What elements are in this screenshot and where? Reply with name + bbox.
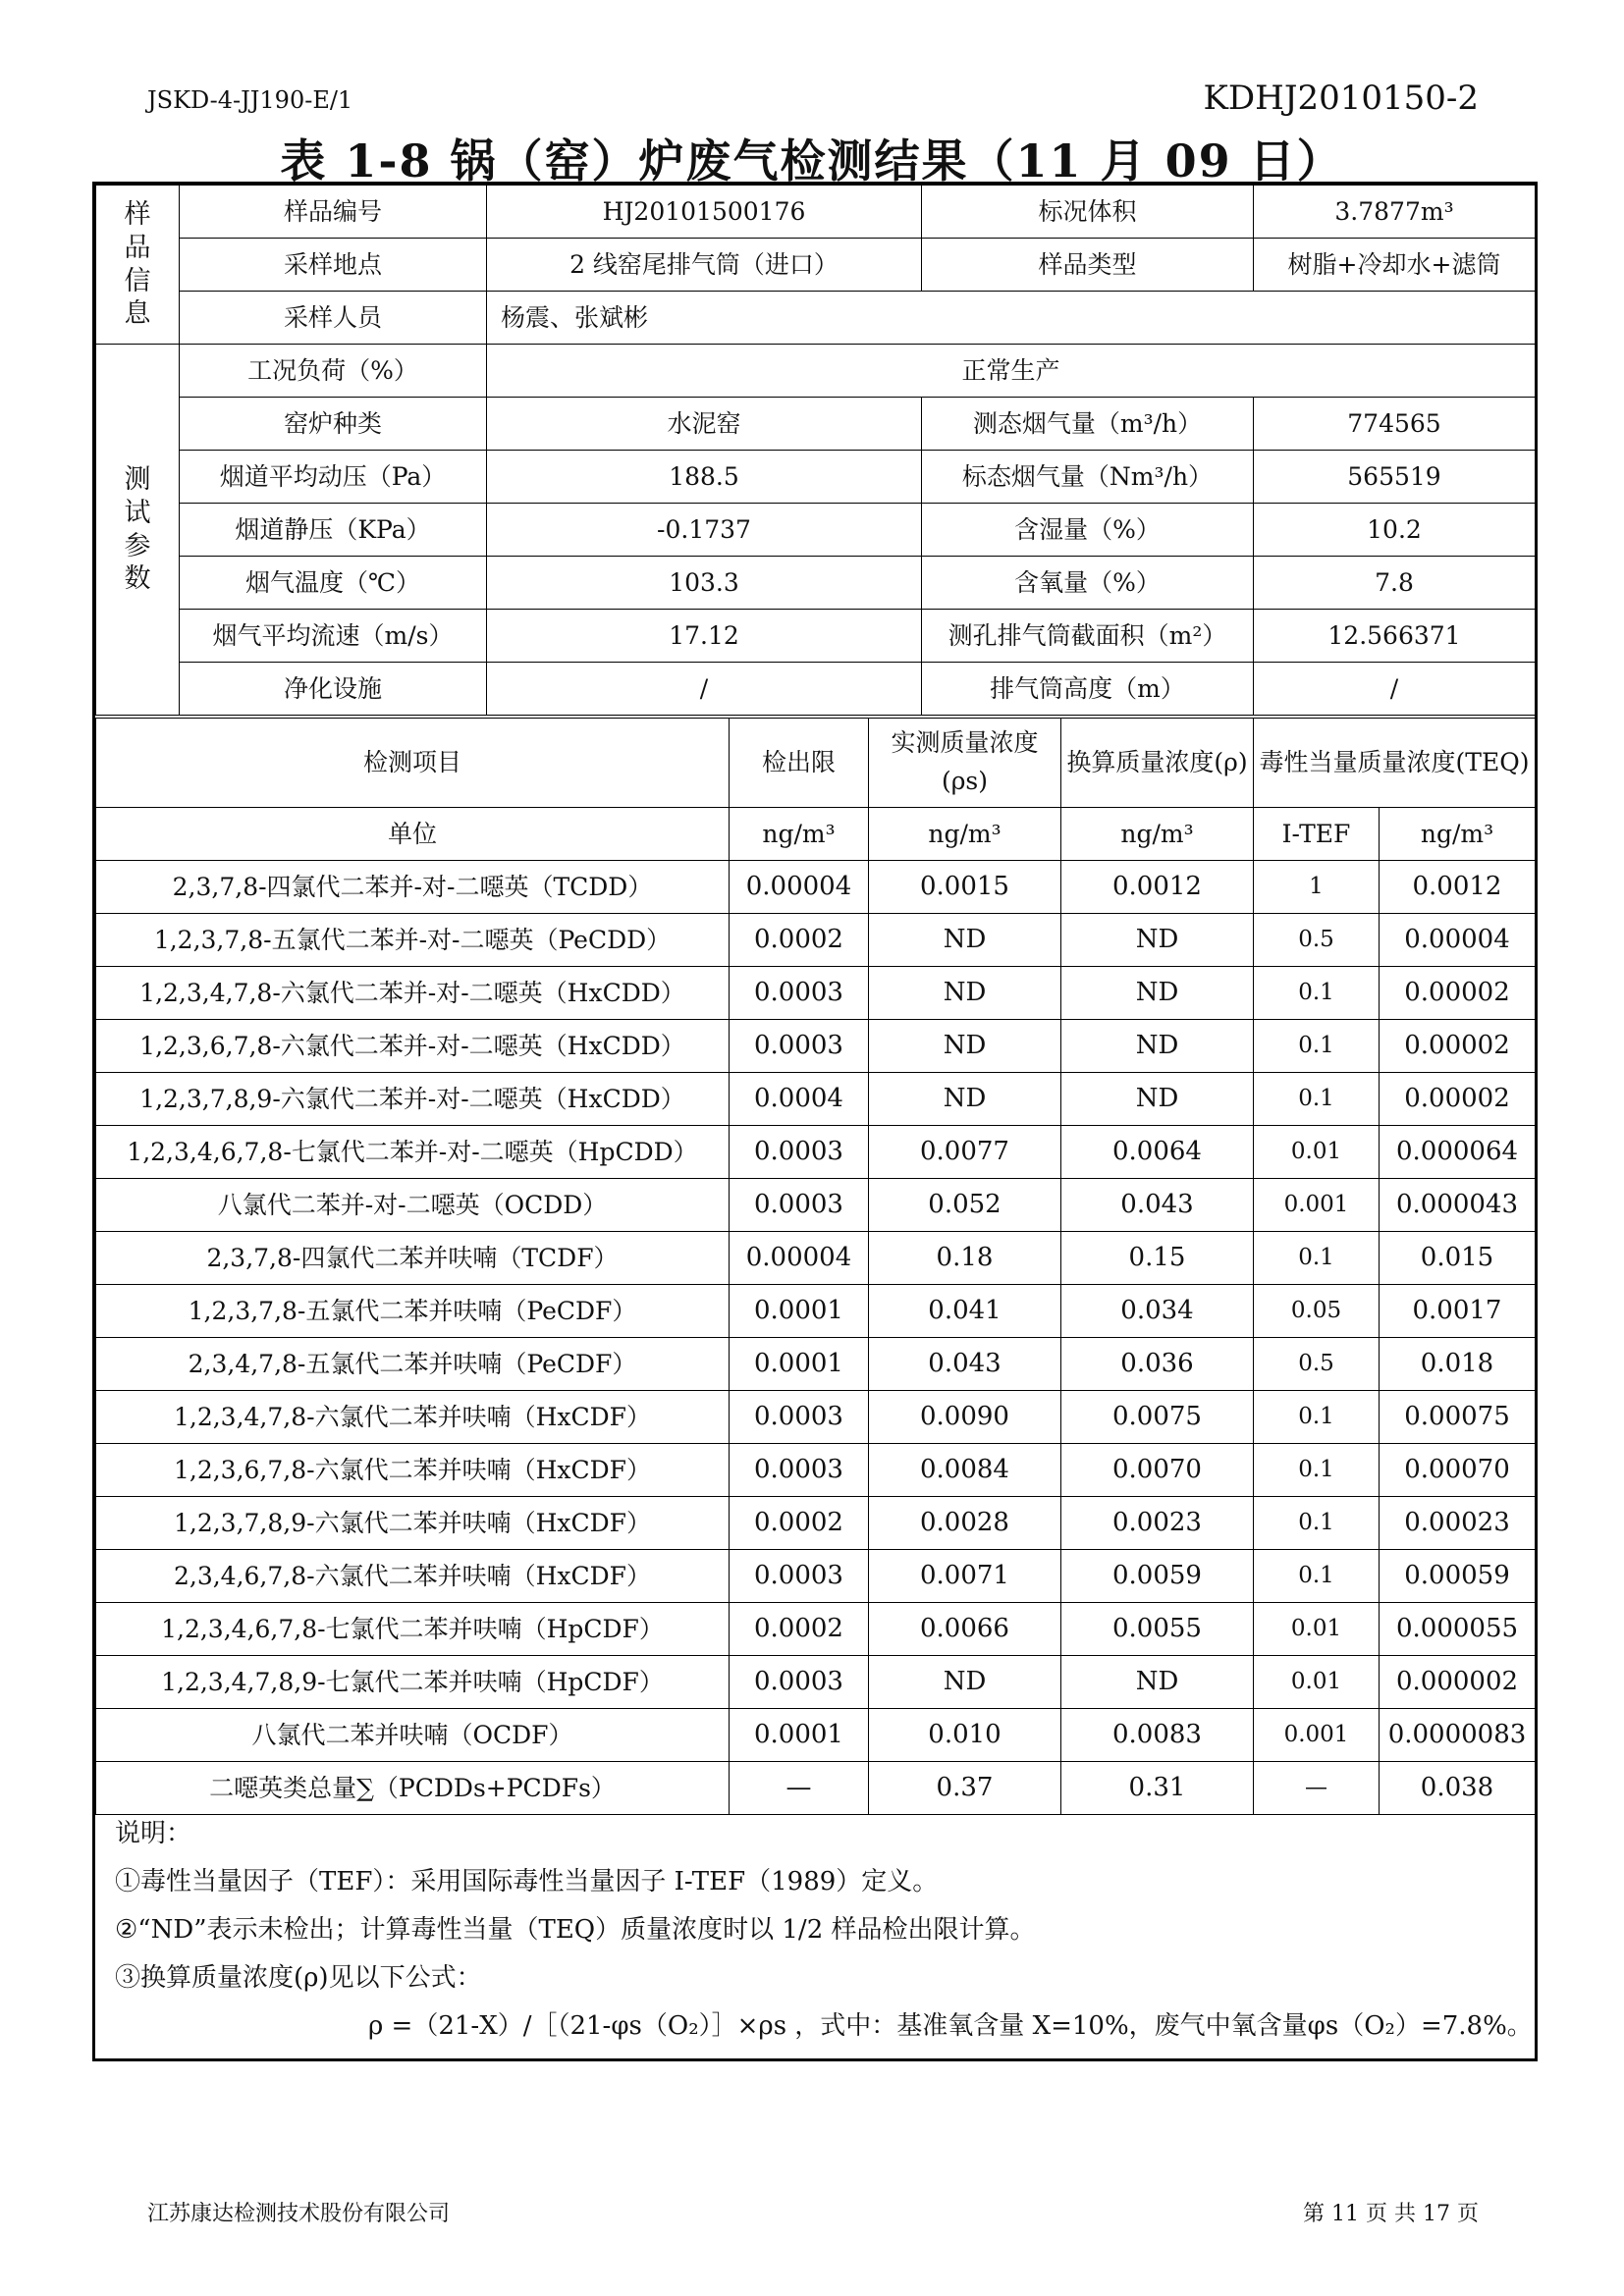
lod-value: 0.0004 [730,1073,869,1126]
converted-value: 0.0012 [1061,861,1254,914]
tef-value: 0.001 [1254,1179,1380,1232]
converted-value: 0.31 [1061,1762,1254,1815]
conversion-formula: ρ =（21-X）/［（21-φs（O₂）］×ρs ，式中：基准氧含量 X=10%，废气中氧含量φs（O₂）=7.8%。 [368,2011,1533,2041]
tef-value: 0.01 [1254,1656,1380,1709]
lod-value: 0.0002 [730,1603,869,1656]
table-row [96,186,1536,239]
table-row [96,1656,1536,1709]
field-label: 烟道静压（KPa） [180,504,487,557]
measured-value: 0.0066 [869,1603,1061,1656]
field-value: 杨震、张斌彬 [487,292,1536,345]
company-name: 江苏康达检测技术股份有限公司 [147,2202,451,2226]
report-frame [92,182,1538,2061]
item-name: 1,2,3,4,7,8-六氯代二苯并-对-二噁英（HxCDD） [96,967,730,1020]
teq-value: 0.000055 [1380,1603,1536,1656]
teq-value: 0.00004 [1380,914,1536,967]
teq-value: 0.00002 [1380,1073,1536,1126]
tef-value: 1 [1254,861,1380,914]
field-label: 窑炉种类 [180,398,487,451]
tef-value: 0.1 [1254,1020,1380,1073]
table-row [96,1497,1536,1550]
field-value: / [487,663,922,716]
field-label: 烟气平均流速（m/s） [180,610,487,663]
teq-value: 0.00059 [1380,1550,1536,1603]
teq-value: 0.0000083 [1380,1709,1536,1762]
field-value: / [1254,663,1536,716]
item-name: 1,2,3,4,6,7,8-七氯代二苯并-对-二噁英（HpCDD） [96,1126,730,1179]
measured-value: 0.37 [869,1762,1061,1815]
measured-value: 0.041 [869,1285,1061,1338]
lod-value: 0.0001 [730,1338,869,1391]
field-label: 排气筒高度（m） [922,663,1254,716]
unit-cell: ng/m³ [1061,808,1254,861]
tef-value: 0.1 [1254,1444,1380,1497]
lod-value: 0.0002 [730,1497,869,1550]
field-value: 17.12 [487,610,922,663]
sample-and-parameter-table [95,185,1536,716]
field-value: -0.1737 [487,504,922,557]
lod-value: 0.0003 [730,1656,869,1709]
lod-value: 0.0003 [730,1550,869,1603]
lod-value: 0.0002 [730,914,869,967]
measured-value: 0.0090 [869,1391,1061,1444]
measured-value: 0.052 [869,1179,1061,1232]
unit-cell: I-TEF [1254,808,1380,861]
results-table [95,718,1536,1815]
header-lod: 检出限 [730,719,869,808]
item-name: 2,3,7,8-四氯代二苯并-对-二噁英（TCDD） [96,861,730,914]
table-row [96,610,1536,663]
table-row [96,663,1536,716]
field-label: 烟道平均动压（Pa） [180,451,487,504]
test-params-group-label [96,345,180,716]
converted-value: ND [1061,1020,1254,1073]
field-label: 烟气温度（℃） [180,557,487,610]
teq-value: 0.0012 [1380,861,1536,914]
field-value: 12.566371 [1254,610,1536,663]
tef-value: — [1254,1762,1380,1815]
lod-value: 0.00004 [730,1232,869,1285]
converted-value: 0.043 [1061,1179,1254,1232]
table-row [96,1020,1536,1073]
table-row [96,1126,1536,1179]
sample-info-group-label [96,186,180,345]
teq-value: 0.018 [1380,1338,1536,1391]
table-row [96,1285,1536,1338]
teq-value: 0.0017 [1380,1285,1536,1338]
notes [115,1810,1533,2051]
group-label-char: 试 [124,497,151,528]
tef-value: 0.001 [1254,1709,1380,1762]
table-header-row [96,719,1536,808]
measured-value: 0.18 [869,1232,1061,1285]
table-row [96,345,1536,398]
header-measured: 实测质量浓度(ρs) [869,719,1061,808]
lod-value: 0.0003 [730,1126,869,1179]
table-row [96,451,1536,504]
teq-value: 0.00070 [1380,1444,1536,1497]
teq-value: 0.038 [1380,1762,1536,1815]
item-name: 1,2,3,7,8-五氯代二苯并呋喃（PeCDF） [96,1285,730,1338]
teq-value: 0.000002 [1380,1656,1536,1709]
header-teq: 毒性当量质量浓度(TEQ) [1254,719,1536,808]
lod-value: 0.0003 [730,1391,869,1444]
field-label: 样品编号 [180,186,487,239]
teq-value: 0.00075 [1380,1391,1536,1444]
group-label-char: 息 [124,298,151,330]
item-name: 1,2,3,7,8-五氯代二苯并-对-二噁英（PeCDD） [96,914,730,967]
item-name: 二噁英类总量∑（PCDDs+PCDFs） [96,1762,730,1815]
results-body [96,861,1536,1815]
teq-value: 0.00023 [1380,1497,1536,1550]
table-row [96,557,1536,610]
field-label: 含氧量（%） [922,557,1254,610]
converted-value: ND [1061,914,1254,967]
unit-cell: ng/m³ [730,808,869,861]
converted-value: 0.0059 [1061,1550,1254,1603]
page-title: 表 1-8 锅（窑）炉废气检测结果（11 月 09 日） [280,134,1344,187]
tef-value: 0.5 [1254,914,1380,967]
unit-cell: ng/m³ [1380,808,1536,861]
measured-value: 0.0015 [869,861,1061,914]
lod-value: 0.0003 [730,1020,869,1073]
converted-value: 0.0083 [1061,1709,1254,1762]
converted-value: ND [1061,1073,1254,1126]
field-value: 水泥窑 [487,398,922,451]
item-name: 1,2,3,7,8,9-六氯代二苯并呋喃（HxCDF） [96,1497,730,1550]
tef-value: 0.1 [1254,967,1380,1020]
table-row [96,1391,1536,1444]
group-label-char: 测 [124,464,151,495]
tef-value: 0.01 [1254,1126,1380,1179]
lod-value: 0.0003 [730,1179,869,1232]
item-name: 1,2,3,6,7,8-六氯代二苯并呋喃（HxCDF） [96,1444,730,1497]
field-label: 采样地点 [180,239,487,292]
lod-value: 0.0003 [730,1444,869,1497]
measured-value: 0.0071 [869,1550,1061,1603]
lod-value: 0.0003 [730,967,869,1020]
field-value: 3.7877m³ [1254,186,1536,239]
field-value: 774565 [1254,398,1536,451]
table-row [96,861,1536,914]
field-label: 测孔排气筒截面积（m²） [922,610,1254,663]
converted-value: ND [1061,1656,1254,1709]
item-name: 1,2,3,6,7,8-六氯代二苯并-对-二噁英（HxCDD） [96,1020,730,1073]
field-value: 树脂+冷却水+滤筒 [1254,239,1536,292]
item-name: 1,2,3,4,6,7,8-七氯代二苯并呋喃（HpCDF） [96,1603,730,1656]
group-label-char: 数 [124,563,151,595]
field-value: 正常生产 [487,345,1536,398]
converted-value: 0.0023 [1061,1497,1254,1550]
header-converted: 换算质量浓度(ρ) [1061,719,1254,808]
header-item: 检测项目 [96,719,730,808]
field-value: 188.5 [487,451,922,504]
note-item: ②“ND”表示未检出；计算毒性当量（TEQ）质量浓度时以 1/2 样品检出限计算。 [115,1915,1036,1945]
group-label-char: 参 [124,530,151,561]
measured-value: ND [869,1020,1061,1073]
teq-value: 0.000064 [1380,1126,1536,1179]
table-row [96,292,1536,345]
table-row [96,914,1536,967]
converted-value: 0.034 [1061,1285,1254,1338]
converted-value: 0.15 [1061,1232,1254,1285]
report-number: KDHJ2010150-2 [1203,79,1479,118]
table-row [96,1073,1536,1126]
table-row [96,1338,1536,1391]
converted-value: 0.036 [1061,1338,1254,1391]
field-value: 103.3 [487,557,922,610]
measured-value: ND [869,1656,1061,1709]
table-row [96,504,1536,557]
note-item: ③换算质量浓度(ρ)见以下公式： [115,1963,482,1993]
field-value: 2 线窑尾排气筒（进口） [487,239,922,292]
unit-cell: 单位 [96,808,730,861]
table-row [96,967,1536,1020]
group-label-char: 品 [124,232,151,263]
table-row [96,1179,1536,1232]
tef-value: 0.05 [1254,1285,1380,1338]
table-row [96,1444,1536,1497]
measured-value: 0.043 [869,1338,1061,1391]
tef-value: 0.1 [1254,1391,1380,1444]
converted-value: ND [1061,967,1254,1020]
converted-value: 0.0064 [1061,1126,1254,1179]
measured-value: ND [869,1073,1061,1126]
measured-value: ND [869,914,1061,967]
lod-value: — [730,1762,869,1815]
unit-cell: ng/m³ [869,808,1061,861]
table-row [96,1603,1536,1656]
table-row [96,1762,1536,1815]
table-row [96,1550,1536,1603]
tef-value: 0.1 [1254,1550,1380,1603]
field-label: 标况体积 [922,186,1254,239]
field-value: 565519 [1254,451,1536,504]
item-name: 1,2,3,7,8,9-六氯代二苯并-对-二噁英（HxCDD） [96,1073,730,1126]
measured-value: 0.010 [869,1709,1061,1762]
field-label: 采样人员 [180,292,487,345]
item-name: 八氯代二苯并呋喃（OCDF） [96,1709,730,1762]
tef-value: 0.1 [1254,1232,1380,1285]
field-value: 10.2 [1254,504,1536,557]
tef-value: 0.5 [1254,1338,1380,1391]
table-row [96,1709,1536,1762]
field-value: 7.8 [1254,557,1536,610]
tef-value: 0.1 [1254,1073,1380,1126]
note-item: ①毒性当量因子（TEF）：采用国际毒性当量因子 I-TEF（1989）定义。 [115,1867,939,1896]
tef-value: 0.01 [1254,1603,1380,1656]
measured-value: ND [869,967,1061,1020]
table-row [96,1232,1536,1285]
tef-value: 0.1 [1254,1497,1380,1550]
item-name: 八氯代二苯并-对-二噁英（OCDD） [96,1179,730,1232]
converted-value: 0.0075 [1061,1391,1254,1444]
item-name: 1,2,3,4,7,8,9-七氯代二苯并呋喃（HpCDF） [96,1656,730,1709]
teq-value: 0.000043 [1380,1179,1536,1232]
teq-value: 0.00002 [1380,1020,1536,1073]
field-label: 样品类型 [922,239,1254,292]
converted-value: 0.0070 [1061,1444,1254,1497]
lod-value: 0.0001 [730,1285,869,1338]
lod-value: 0.00004 [730,861,869,914]
page-number: 第 11 页 共 17 页 [1303,2202,1479,2226]
item-name: 2,3,4,6,7,8-六氯代二苯并呋喃（HxCDF） [96,1550,730,1603]
field-label: 测态烟气量（m³/h） [922,398,1254,451]
field-label: 净化设施 [180,663,487,716]
table-row [96,239,1536,292]
table-row [96,398,1536,451]
field-value: HJ20101500176 [487,186,922,239]
field-label: 标态烟气量（Nm³/h） [922,451,1254,504]
group-label-char: 信 [124,265,151,296]
group-label-char: 样 [124,199,151,230]
item-name: 2,3,7,8-四氯代二苯并呋喃（TCDF） [96,1232,730,1285]
converted-value: 0.0055 [1061,1603,1254,1656]
measured-value: 0.0084 [869,1444,1061,1497]
notes-heading: 说明： [115,1819,192,1848]
document-code: JSKD-4-JJ190-E/1 [147,86,353,114]
item-name: 2,3,4,7,8-五氯代二苯并呋喃（PeCDF） [96,1338,730,1391]
teq-value: 0.015 [1380,1232,1536,1285]
field-label: 工况负荷（%） [180,345,487,398]
lod-value: 0.0001 [730,1709,869,1762]
item-name: 1,2,3,4,7,8-六氯代二苯并呋喃（HxCDF） [96,1391,730,1444]
measured-value: 0.0028 [869,1497,1061,1550]
field-label: 含湿量（%） [922,504,1254,557]
measured-value: 0.0077 [869,1126,1061,1179]
units-row [96,808,1536,861]
teq-value: 0.00002 [1380,967,1536,1020]
